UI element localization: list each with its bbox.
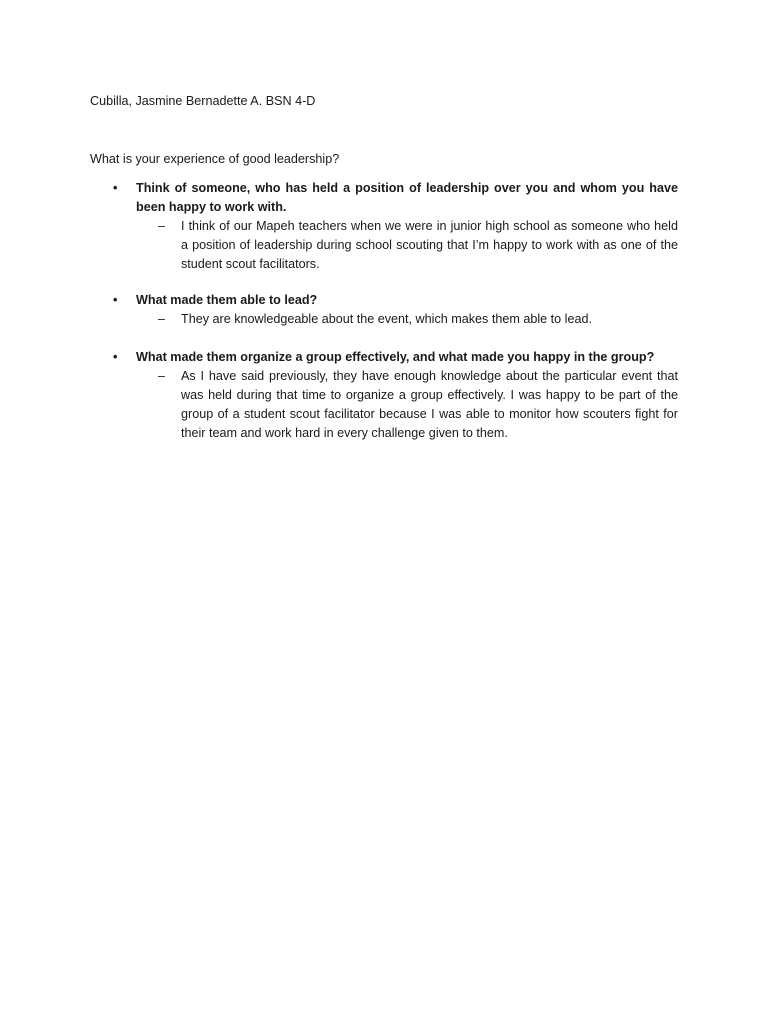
answer-text: They are knowledgeable about the event, which makes them able to lead. — [181, 312, 592, 326]
bullet-row — [90, 348, 678, 367]
bullet-row — [90, 291, 678, 310]
question-item — [90, 291, 678, 329]
bullet-icon: • — [113, 350, 118, 364]
question-item — [90, 179, 678, 274]
author-line: Cubilla, Jasmine Bernadette A. BSN 4-D — [90, 94, 316, 108]
question-item — [90, 348, 678, 443]
sub-question: Think of someone, who has held a position of leadership over you and whom you have been happy to work with. — [136, 181, 678, 214]
dash-icon: – — [158, 369, 166, 383]
bullet-icon: • — [113, 293, 118, 307]
main-question: What is your experience of good leadership? — [90, 152, 340, 166]
dash-icon: – — [158, 219, 166, 233]
dash-icon: – — [158, 312, 166, 326]
bullet-icon: • — [113, 181, 118, 195]
answer-row — [90, 367, 678, 443]
answer-row — [90, 217, 678, 274]
answer-text: I think of our Mapeh teachers when we were in junior high school as someone who held a position of leadership during school scouting that I’m happy to work with as one of the student scout facilitators. — [181, 219, 678, 271]
sub-question: What made them able to lead? — [136, 293, 318, 307]
answer-row — [90, 310, 678, 329]
sub-question: What made them organize a group effectively, and what made you happy in the group? — [136, 350, 655, 364]
answer-text: As I have said previously, they have enough knowledge about the particular event that was held during that time to organize a group effectively. I was happy to be part of the group of a student scout facilitator because I was able to monitor how scouters fight for their team and work hard in every challenge given to them. — [181, 369, 678, 440]
bullet-row — [90, 179, 678, 217]
